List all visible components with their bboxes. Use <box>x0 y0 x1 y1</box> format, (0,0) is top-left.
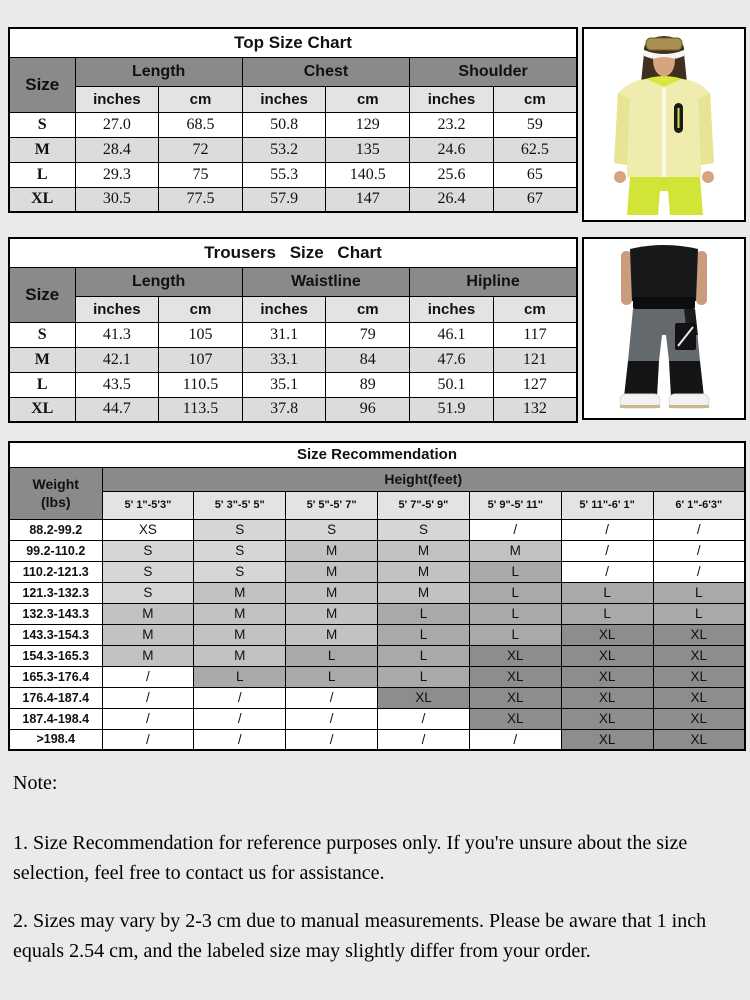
table-row <box>9 397 577 422</box>
rec-cell: L <box>378 624 470 645</box>
cell: 96 <box>326 397 410 422</box>
weight-header-line2: (lbs) <box>40 494 71 510</box>
cell: 129 <box>326 112 410 137</box>
size-recommendation-table <box>8 441 746 751</box>
rec-cell: M <box>102 624 194 645</box>
rec-cell: L <box>194 666 286 687</box>
rec-cell: XL <box>561 708 653 729</box>
unit-header: cm <box>326 296 410 322</box>
cell: 77.5 <box>159 187 243 212</box>
cell: 127 <box>493 372 577 397</box>
weight-column-header <box>9 467 102 519</box>
table-row <box>9 372 577 397</box>
rec-cell: XL <box>469 645 561 666</box>
rec-cell: L <box>378 666 470 687</box>
rec-cell: M <box>378 540 470 561</box>
table-row <box>9 645 745 666</box>
rec-cell: L <box>286 666 378 687</box>
weight-range-label: 132.3-143.3 <box>9 603 102 624</box>
cell: 41.3 <box>75 322 159 347</box>
size-label: L <box>9 162 75 187</box>
cell: 24.6 <box>410 137 494 162</box>
table-row <box>9 540 745 561</box>
rec-cell: M <box>286 582 378 603</box>
height-range-header: 5' 9"-5' 11" <box>469 491 561 519</box>
table-row <box>9 322 577 347</box>
height-range-header: 5' 7"-5' 9" <box>378 491 470 519</box>
cell: 25.6 <box>410 162 494 187</box>
table-row <box>9 666 745 687</box>
unit-header: cm <box>493 296 577 322</box>
size-recommendation-title: Size Recommendation <box>9 442 745 467</box>
rec-cell: / <box>378 729 470 750</box>
rec-cell: / <box>194 729 286 750</box>
rec-cell: XL <box>653 729 745 750</box>
rec-cell: M <box>102 645 194 666</box>
rec-cell: / <box>194 687 286 708</box>
hipline-group-header: Hipline <box>410 267 577 296</box>
rec-cell: S <box>286 519 378 540</box>
rec-cell: / <box>102 729 194 750</box>
rec-cell: XL <box>469 708 561 729</box>
rec-cell: / <box>286 687 378 708</box>
cell: 62.5 <box>493 137 577 162</box>
cell: 140.5 <box>326 162 410 187</box>
jacket-model-photo <box>582 27 746 222</box>
rec-cell: / <box>102 687 194 708</box>
cell: 55.3 <box>242 162 326 187</box>
table-row <box>9 687 745 708</box>
shoulder-group-header: Shoulder <box>410 57 577 86</box>
rec-cell: XL <box>653 708 745 729</box>
size-label: XL <box>9 187 75 212</box>
cell: 28.4 <box>75 137 159 162</box>
weight-range-label: 110.2-121.3 <box>9 561 102 582</box>
rec-cell: / <box>561 519 653 540</box>
length-group-header: Length <box>75 267 242 296</box>
weight-range-label: 165.3-176.4 <box>9 666 102 687</box>
cell: 35.1 <box>242 372 326 397</box>
size-column-header: Size <box>9 267 75 322</box>
rec-cell: XL <box>653 666 745 687</box>
unit-header: cm <box>326 86 410 112</box>
cell: 121 <box>493 347 577 372</box>
table-row <box>9 162 577 187</box>
gray-trousers-illustration <box>584 239 744 418</box>
weight-range-label: 154.3-165.3 <box>9 645 102 666</box>
rec-cell: L <box>561 603 653 624</box>
size-label: S <box>9 322 75 347</box>
rec-cell: XL <box>561 624 653 645</box>
height-range-header: 5' 3"-5' 5" <box>194 491 286 519</box>
rec-cell: XL <box>469 666 561 687</box>
rec-cell: / <box>102 666 194 687</box>
size-column-header: Size <box>9 57 75 112</box>
rec-cell: / <box>561 540 653 561</box>
cell: 117 <box>493 322 577 347</box>
height-header: Height(feet) <box>102 467 745 491</box>
cell: 43.5 <box>75 372 159 397</box>
rec-cell: M <box>469 540 561 561</box>
rec-cell: / <box>653 561 745 582</box>
rec-cell: M <box>286 624 378 645</box>
rec-cell: / <box>653 540 745 561</box>
weight-range-label: 143.3-154.3 <box>9 624 102 645</box>
rec-cell: S <box>194 519 286 540</box>
table-row <box>9 112 577 137</box>
cell: 65 <box>493 162 577 187</box>
table-row <box>9 519 745 540</box>
height-range-header: 5' 1"-5'3" <box>102 491 194 519</box>
rec-cell: / <box>378 708 470 729</box>
size-label: M <box>9 347 75 372</box>
size-label: XL <box>9 397 75 422</box>
size-label: S <box>9 112 75 137</box>
rec-cell: XL <box>653 624 745 645</box>
table-row <box>9 561 745 582</box>
cell: 135 <box>326 137 410 162</box>
weight-range-label: 99.2-110.2 <box>9 540 102 561</box>
yellow-jacket-illustration <box>584 29 744 220</box>
size-label: L <box>9 372 75 397</box>
top-size-chart-table <box>8 27 578 213</box>
chest-group-header: Chest <box>242 57 409 86</box>
rec-cell: M <box>102 603 194 624</box>
cell: 105 <box>159 322 243 347</box>
cell: 107 <box>159 347 243 372</box>
cell: 147 <box>326 187 410 212</box>
cell: 72 <box>159 137 243 162</box>
rec-cell: M <box>194 582 286 603</box>
unit-header: cm <box>493 86 577 112</box>
table-row <box>9 347 577 372</box>
notes-heading: Note: <box>13 772 58 794</box>
cell: 68.5 <box>159 112 243 137</box>
cell: 84 <box>326 347 410 372</box>
rec-cell: XL <box>561 666 653 687</box>
cell: 50.8 <box>242 112 326 137</box>
unit-header: inches <box>410 296 494 322</box>
cell: 23.2 <box>410 112 494 137</box>
waistline-group-header: Waistline <box>242 267 409 296</box>
rec-cell: M <box>194 603 286 624</box>
unit-header: inches <box>75 86 159 112</box>
weight-range-label: 88.2-99.2 <box>9 519 102 540</box>
note-item-2: 2. Sizes may vary by 2-3 cm due to manual measurements. Please be aware that 1 inch equals 2.54 cm, and the labeled size may slightly differ from your order. <box>13 910 707 962</box>
rec-cell: / <box>286 729 378 750</box>
unit-header: cm <box>159 86 243 112</box>
rec-cell: L <box>469 561 561 582</box>
rec-cell: L <box>653 603 745 624</box>
rec-cell: XL <box>561 729 653 750</box>
rec-cell: S <box>194 540 286 561</box>
cell: 57.9 <box>242 187 326 212</box>
rec-cell: M <box>378 582 470 603</box>
table-row <box>9 708 745 729</box>
cell: 47.6 <box>410 347 494 372</box>
cell: 67 <box>493 187 577 212</box>
table-row <box>9 187 577 212</box>
rec-cell: / <box>102 708 194 729</box>
note-item-1: 1. Size Recommendation for reference purposes only. If you're unsure about the size selection, feel free to contact us for assistance. <box>13 832 688 884</box>
rec-cell: XL <box>469 687 561 708</box>
top-chart-title: Top Size Chart <box>9 28 577 57</box>
cell: 27.0 <box>75 112 159 137</box>
cell: 31.1 <box>242 322 326 347</box>
rec-cell: L <box>469 624 561 645</box>
rec-cell: L <box>469 582 561 603</box>
cell: 75 <box>159 162 243 187</box>
rec-cell: XL <box>561 645 653 666</box>
height-range-header: 6' 1"-6'3" <box>653 491 745 519</box>
cell: 50.1 <box>410 372 494 397</box>
cell: 42.1 <box>75 347 159 372</box>
table-row <box>9 137 577 162</box>
cell: 51.9 <box>410 397 494 422</box>
cell: 30.5 <box>75 187 159 212</box>
cell: 33.1 <box>242 347 326 372</box>
rec-cell: XS <box>102 519 194 540</box>
unit-header: cm <box>159 296 243 322</box>
cell: 89 <box>326 372 410 397</box>
unit-header: inches <box>410 86 494 112</box>
cell: 44.7 <box>75 397 159 422</box>
cell: 113.5 <box>159 397 243 422</box>
cell: 46.1 <box>410 322 494 347</box>
length-group-header: Length <box>75 57 242 86</box>
rec-cell: M <box>286 603 378 624</box>
table-row <box>9 624 745 645</box>
rec-cell: L <box>286 645 378 666</box>
rec-cell: M <box>194 624 286 645</box>
rec-cell: S <box>102 561 194 582</box>
trousers-model-photo <box>582 237 746 420</box>
unit-header: inches <box>242 86 326 112</box>
rec-cell: / <box>194 708 286 729</box>
rec-cell: S <box>102 540 194 561</box>
rec-cell: / <box>286 708 378 729</box>
unit-header: inches <box>75 296 159 322</box>
weight-range-label: >198.4 <box>9 729 102 750</box>
rec-cell: L <box>469 603 561 624</box>
unit-header: inches <box>242 296 326 322</box>
rec-cell: L <box>561 582 653 603</box>
height-range-header: 5' 11"-6' 1" <box>561 491 653 519</box>
cell: 110.5 <box>159 372 243 397</box>
weight-header-line1: Weight <box>32 475 79 492</box>
rec-cell: S <box>102 582 194 603</box>
size-label: M <box>9 137 75 162</box>
table-row <box>9 729 745 750</box>
cell: 59 <box>493 112 577 137</box>
rec-cell: M <box>194 645 286 666</box>
rec-cell: XL <box>653 687 745 708</box>
cell: 132 <box>493 397 577 422</box>
rec-cell: M <box>378 561 470 582</box>
cell: 37.8 <box>242 397 326 422</box>
rec-cell: XL <box>561 687 653 708</box>
weight-range-label: 187.4-198.4 <box>9 708 102 729</box>
rec-cell: / <box>469 519 561 540</box>
rec-cell: XL <box>378 687 470 708</box>
rec-cell: L <box>653 582 745 603</box>
rec-cell: M <box>286 561 378 582</box>
rec-cell: S <box>194 561 286 582</box>
weight-range-label: 121.3-132.3 <box>9 582 102 603</box>
rec-cell: S <box>378 519 470 540</box>
notes-section <box>13 772 737 984</box>
cell: 53.2 <box>242 137 326 162</box>
table-row <box>9 582 745 603</box>
cell: 29.3 <box>75 162 159 187</box>
trousers-chart-title: Trousers Size Chart <box>9 238 577 267</box>
rec-cell: / <box>561 561 653 582</box>
rec-cell: L <box>378 645 470 666</box>
weight-range-label: 176.4-187.4 <box>9 687 102 708</box>
table-row <box>9 603 745 624</box>
height-range-header: 5' 5"-5' 7" <box>286 491 378 519</box>
rec-cell: M <box>286 540 378 561</box>
trousers-size-chart-table <box>8 237 578 423</box>
cell: 79 <box>326 322 410 347</box>
rec-cell: / <box>653 519 745 540</box>
rec-cell: XL <box>653 645 745 666</box>
rec-cell: L <box>378 603 470 624</box>
rec-cell: / <box>469 729 561 750</box>
cell: 26.4 <box>410 187 494 212</box>
